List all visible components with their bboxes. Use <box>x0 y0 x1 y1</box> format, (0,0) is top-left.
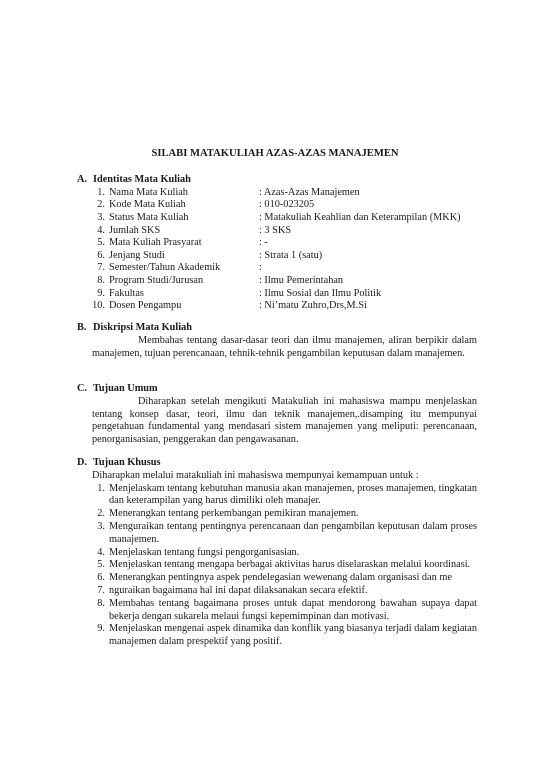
identity-row <box>89 199 477 212</box>
identity-value: : - <box>259 237 268 249</box>
identity-value: : Ni’matu Zuhro,Drs,M.Si <box>259 300 367 312</box>
list-item-number: 1. <box>97 482 105 494</box>
list-item-text: Menerangkan tentang perkembangan pemikiran manajemen. <box>109 508 359 520</box>
list-item <box>77 623 477 649</box>
identity-value: : Azas-Azas Manajemen <box>259 186 360 198</box>
list-item-text: Menjelaskan tentang mengapa berbagai aktivitas harus diselaraskan melalui koordinasi. <box>109 559 471 571</box>
list-item-text: Membahas tentang bagaimana proses untuk dapat mendorong bawahan supaya dapat bekerja dengan sukarela melaui fungsi kepemimpinan dan motivasi. <box>109 597 477 622</box>
section-d-intro: Diharapkan melalui matakuliah ini mahasiswa mempunyai kemampuan untuk : <box>92 469 419 481</box>
section-b-letter: B. <box>77 322 87 333</box>
list-item <box>77 572 477 585</box>
section-a-title: Identitas Mata Kuliah <box>93 174 191 185</box>
section-b-heading <box>77 322 477 335</box>
section-tujuan-khusus <box>77 457 477 649</box>
goal-list <box>77 483 477 649</box>
identity-label: Mata Kuliah Prasyarat <box>109 237 202 249</box>
list-item-number: 6. <box>97 572 105 584</box>
list-item-number: 9. <box>97 623 105 635</box>
identity-num: 6. <box>97 249 105 261</box>
list-item <box>77 521 477 547</box>
identity-value: : 010-023205 <box>259 199 315 211</box>
list-item-text: Menjelaskan mengenai aspek dinamika dan konflik yang biasanya terjadi dalam kegiatan manajemen dalam prespektif yang positif. <box>109 623 477 648</box>
section-diskripsi <box>77 322 477 360</box>
identity-value: : Matakuliah Keahlian dan Keterampilan (MKK) <box>259 211 461 223</box>
section-c-heading <box>77 383 477 396</box>
section-c-letter: C. <box>77 383 88 394</box>
identity-label: Nama Mata Kuliah <box>109 186 188 198</box>
identity-value: : Ilmu Pemerintahan <box>259 274 344 286</box>
identity-num: 3. <box>97 211 105 223</box>
identity-row <box>89 288 477 301</box>
list-item-number: 4. <box>97 546 105 558</box>
identity-row <box>89 250 477 263</box>
list-item-text: Menerangkan pentingnya aspek pendelegasian wewenang dalam organisasi dan me <box>109 572 452 584</box>
identity-value: : Strata 1 (satu) <box>259 249 323 261</box>
document-title: SILABI MATAKULIAH AZAS-AZAS MANAJEMEN <box>151 148 399 159</box>
identity-label: Kode Mata Kuliah <box>109 199 186 211</box>
identity-label: Jumlah SKS <box>109 224 161 236</box>
list-item-number: 7. <box>97 584 105 596</box>
list-item <box>77 483 477 509</box>
list-item <box>77 598 477 624</box>
list-item-text: Menjelaskam tentang kebutuhan manusia akan manajemen, proses manajemen, tingkatan dan keterampilan yang harus dimiliki oleh manajer. <box>109 482 477 507</box>
identity-num: 7. <box>97 262 105 274</box>
identity-row <box>89 262 477 275</box>
list-item <box>77 559 477 572</box>
identity-value: : 3 SKS <box>259 224 292 236</box>
section-d-heading <box>77 457 477 470</box>
list-item-text: Menjelaskan tentang fungsi pengorganisasian. <box>109 546 300 558</box>
identity-num: 1. <box>97 186 105 198</box>
section-a-heading <box>77 174 477 187</box>
list-item <box>77 547 477 560</box>
list-item-number: 5. <box>97 559 105 571</box>
list-item-text: nguraikan bagaimana hal ini dapat dilaksanakan secara efektif. <box>109 584 368 596</box>
list-item-text: Menguraikan tentang pentingnya perencanaan dan pengambilan keputusan dalam proses manajemen. <box>109 520 477 545</box>
identity-num: 9. <box>97 287 105 299</box>
identity-label: Semester/Tahun Akademik <box>109 262 221 274</box>
section-tujuan-umum <box>77 383 477 447</box>
identity-num: 8. <box>97 274 105 286</box>
list-item-number: 8. <box>97 597 105 609</box>
list-item-number: 3. <box>97 520 105 532</box>
identity-label: Status Mata Kuliah <box>109 211 189 223</box>
identity-label: Program Studi/Jurusan <box>109 274 204 286</box>
identity-label: Fakultas <box>109 287 144 299</box>
identity-row <box>89 225 477 238</box>
identity-num: 10. <box>92 300 105 312</box>
section-identitas <box>77 174 477 313</box>
section-b-text: Membahas tentang dasar-dasar teori dan ilmu manajemen, aliran berpikir dalam manajemen, tujuan perencanaan, tehnik-tehnik pengambilan keputusan dalam manajemen. <box>92 334 477 359</box>
section-c-paragraph <box>92 396 477 447</box>
section-b-title: Diskripsi Mata Kuliah <box>93 322 192 333</box>
section-a-letter: A. <box>77 174 88 185</box>
section-c-text: Diharapkan setelah mengikuti Matakuliah ini mahasiswa mampu menjelaskan tentang konsep dasar, teori, ilmu dan teknik manajemen,.disamping itu mempunyai pengetahuan fundamental yang mendasari sistem manajemen yang meliputi: perencanaan, penorganisasian, penggerakan dan pengawasanan. <box>92 395 477 446</box>
section-c-title: Tujuan Umum <box>93 383 158 394</box>
list-item-number: 2. <box>97 508 105 520</box>
identity-label: Dosen Pengampu <box>109 300 182 312</box>
identity-row <box>89 237 477 250</box>
section-d-letter: D. <box>77 457 88 468</box>
identity-value: : Ilmu Sosial dan Ilmu Politik <box>259 287 382 299</box>
list-item <box>77 585 477 598</box>
identity-value: : <box>259 262 262 274</box>
identity-num: 5. <box>97 237 105 249</box>
identity-label: Jenjang Studi <box>109 249 165 261</box>
identity-row <box>89 275 477 288</box>
identity-row <box>89 300 477 313</box>
identity-row <box>89 212 477 225</box>
section-b-paragraph <box>92 335 477 361</box>
list-item <box>77 508 477 521</box>
identity-table <box>89 187 477 313</box>
identity-num: 2. <box>97 199 105 211</box>
section-d-title: Tujuan Khusus <box>93 457 161 468</box>
identity-row <box>89 187 477 200</box>
identity-num: 4. <box>97 224 105 236</box>
